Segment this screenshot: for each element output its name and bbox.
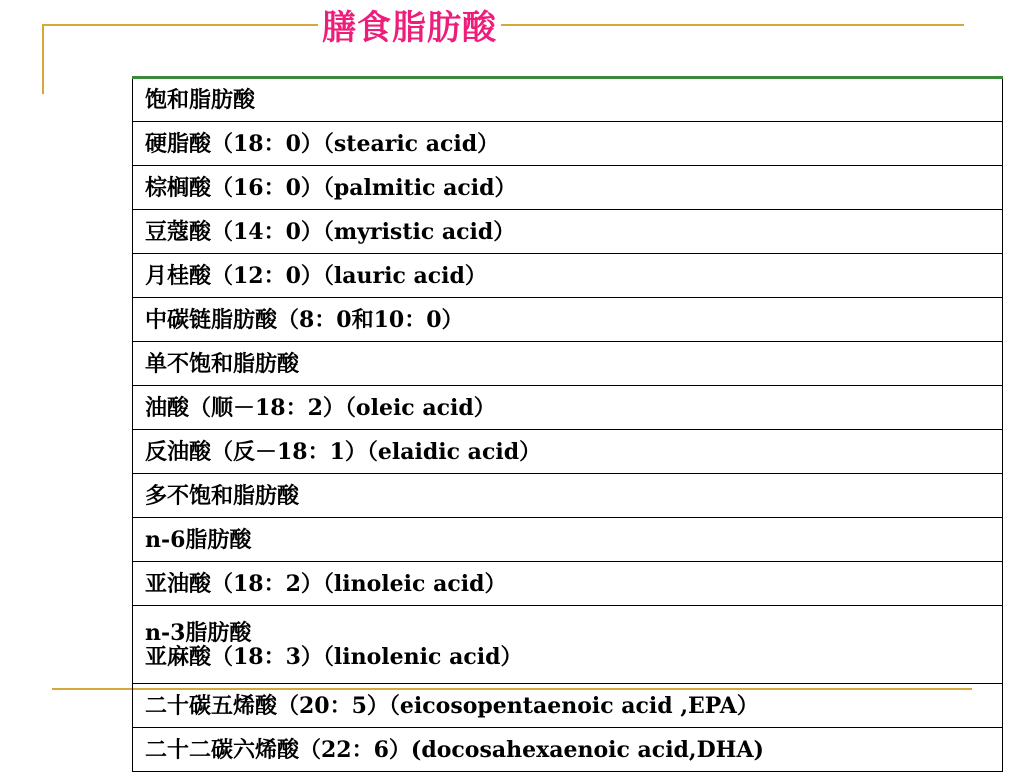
table-cell: 反油酸（反－18：1）（elaidic acid） <box>133 430 1003 474</box>
table-row <box>133 606 1003 684</box>
table-row <box>133 122 1003 166</box>
table-cell: 单不饱和脂肪酸 <box>133 342 1003 386</box>
table-row <box>133 210 1003 254</box>
table-cell: 棕榈酸（16：0）（palmitic acid） <box>133 166 1003 210</box>
table-cell: 油酸（顺－18：2）（oleic acid） <box>133 386 1003 430</box>
table-row <box>133 386 1003 430</box>
table-cell: 硬脂酸（18：0）（stearic acid） <box>133 122 1003 166</box>
table-cell: 亚油酸（18：2）（linoleic acid） <box>133 562 1003 606</box>
table-cell: 月桂酸（12：0）（lauric acid） <box>133 254 1003 298</box>
table-cell: 多不饱和脂肪酸 <box>133 474 1003 518</box>
table-cell: 豆蔻酸（14：0）（myristic acid） <box>133 210 1003 254</box>
table-row <box>133 166 1003 210</box>
table-cell: 二十碳五烯酸（20：5）（eicosopentaenoic acid ,EPA） <box>133 684 1003 728</box>
top-rule <box>42 24 964 26</box>
table-cell: n-6脂肪酸 <box>133 518 1003 562</box>
table-row <box>133 562 1003 606</box>
left-rule <box>42 24 44 94</box>
table-cell: 二十二碳六烯酸（22：6）(docosahexaenoic acid,DHA) <box>133 728 1003 772</box>
table-row <box>133 728 1003 772</box>
page-title: 膳食脂肪酸 <box>318 4 501 52</box>
table-cell: 饱和脂肪酸 <box>133 78 1003 122</box>
table-row <box>133 298 1003 342</box>
table-row <box>133 254 1003 298</box>
table-cell-line: 亚麻酸（18：3）（linolenic acid） <box>145 643 523 670</box>
table-cell: 中碳链脂肪酸（8：0和10：0） <box>133 298 1003 342</box>
fatty-acid-table <box>132 76 1003 772</box>
table-row <box>133 342 1003 386</box>
table-row <box>133 518 1003 562</box>
table-row <box>133 78 1003 122</box>
table-row <box>133 684 1003 728</box>
table-cell-line: n-3脂肪酸 <box>145 619 252 646</box>
table-cell <box>133 606 1003 684</box>
table-row <box>133 430 1003 474</box>
table-row <box>133 474 1003 518</box>
